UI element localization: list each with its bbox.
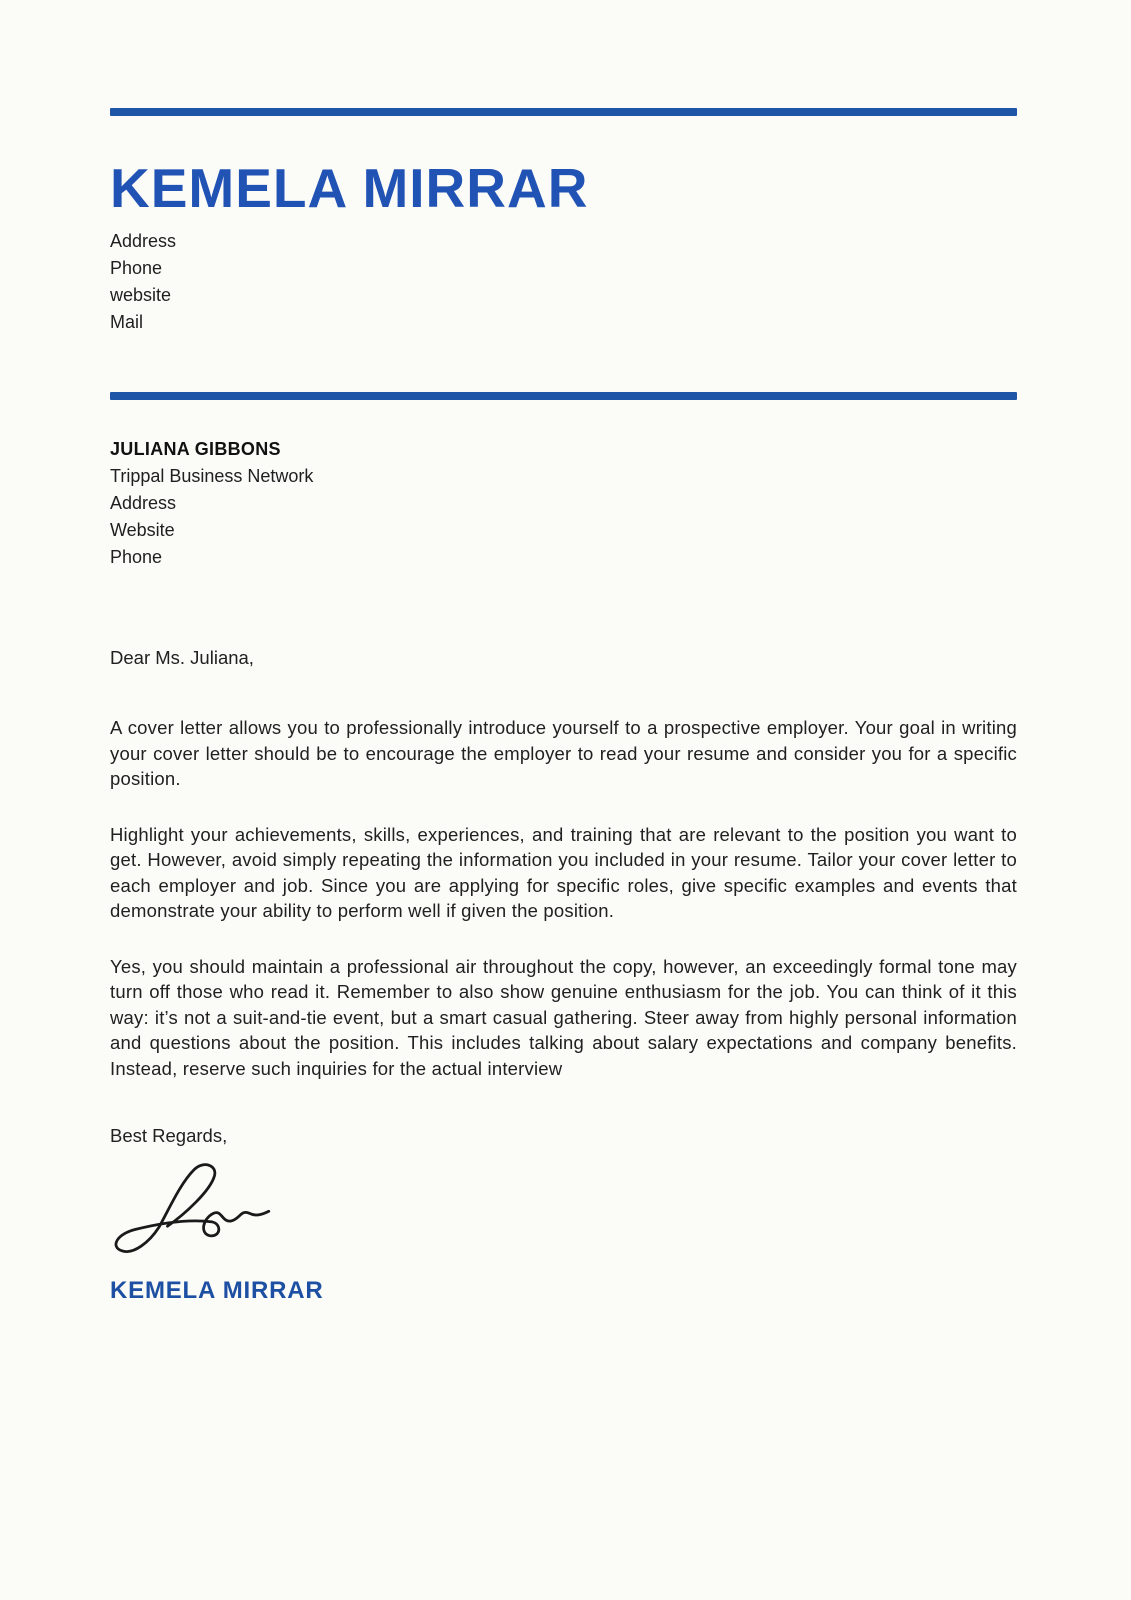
recipient-company: Trippal Business Network [110,466,314,486]
recipient-block [110,436,1017,571]
recipient-website: Website [110,520,175,540]
sender-contact-phone: Phone [110,258,163,278]
paragraph-3: Yes, you should maintain a professional air throughout the copy, however, an exceedingly formal tone may turn off those who read it. Remember to also show genuine enthusiasm for the job. You can think of it this way: it’s not a suit-and-tie event, but a smart casual gathering. Steer away from highly personal information and questions about the position. This includes talking about salary expectations and company benefits. Instead, reserve such inquiries for the actual interview [110,955,1017,1079]
sender-contact-address: Address [110,231,177,251]
bottom-divider-rule [110,392,1017,400]
sender-contact-website: website [110,285,172,305]
sender-contact-block [110,228,1017,336]
salutation: Dear Ms. Juliana, [110,647,254,668]
sender-name-title: KEMELA MIRRAR [110,157,589,219]
recipient-phone: Phone [110,547,163,567]
closing-phrase: Best Regards, [110,1125,228,1146]
paragraph-1: A cover letter allows you to professionally introduce yourself to a prospective employer. Your goal in writing your cover letter should be to encourage the employer to read your resume and consider you for a specific position. [110,717,1017,789]
recipient-address: Address [110,493,177,513]
handwritten-signature-image [112,1159,272,1255]
sender-contact-mail: Mail [110,312,144,332]
signature-name: KEMELA MIRRAR [110,1277,324,1304]
letter-body [110,715,1017,1081]
paragraph-2: Highlight your achievements, skills, experiences, and training that are relevant to the position you want to get. However, avoid simply repeating the information you included in your resume. Tailor your cover letter to each employer and job. Since you are applying for specific roles, give specific examples and events that demonstrate your ability to perform well if given the position. [110,823,1017,921]
top-divider-rule [110,108,1017,116]
recipient-name: JULIANA GIBBONS [110,439,281,459]
